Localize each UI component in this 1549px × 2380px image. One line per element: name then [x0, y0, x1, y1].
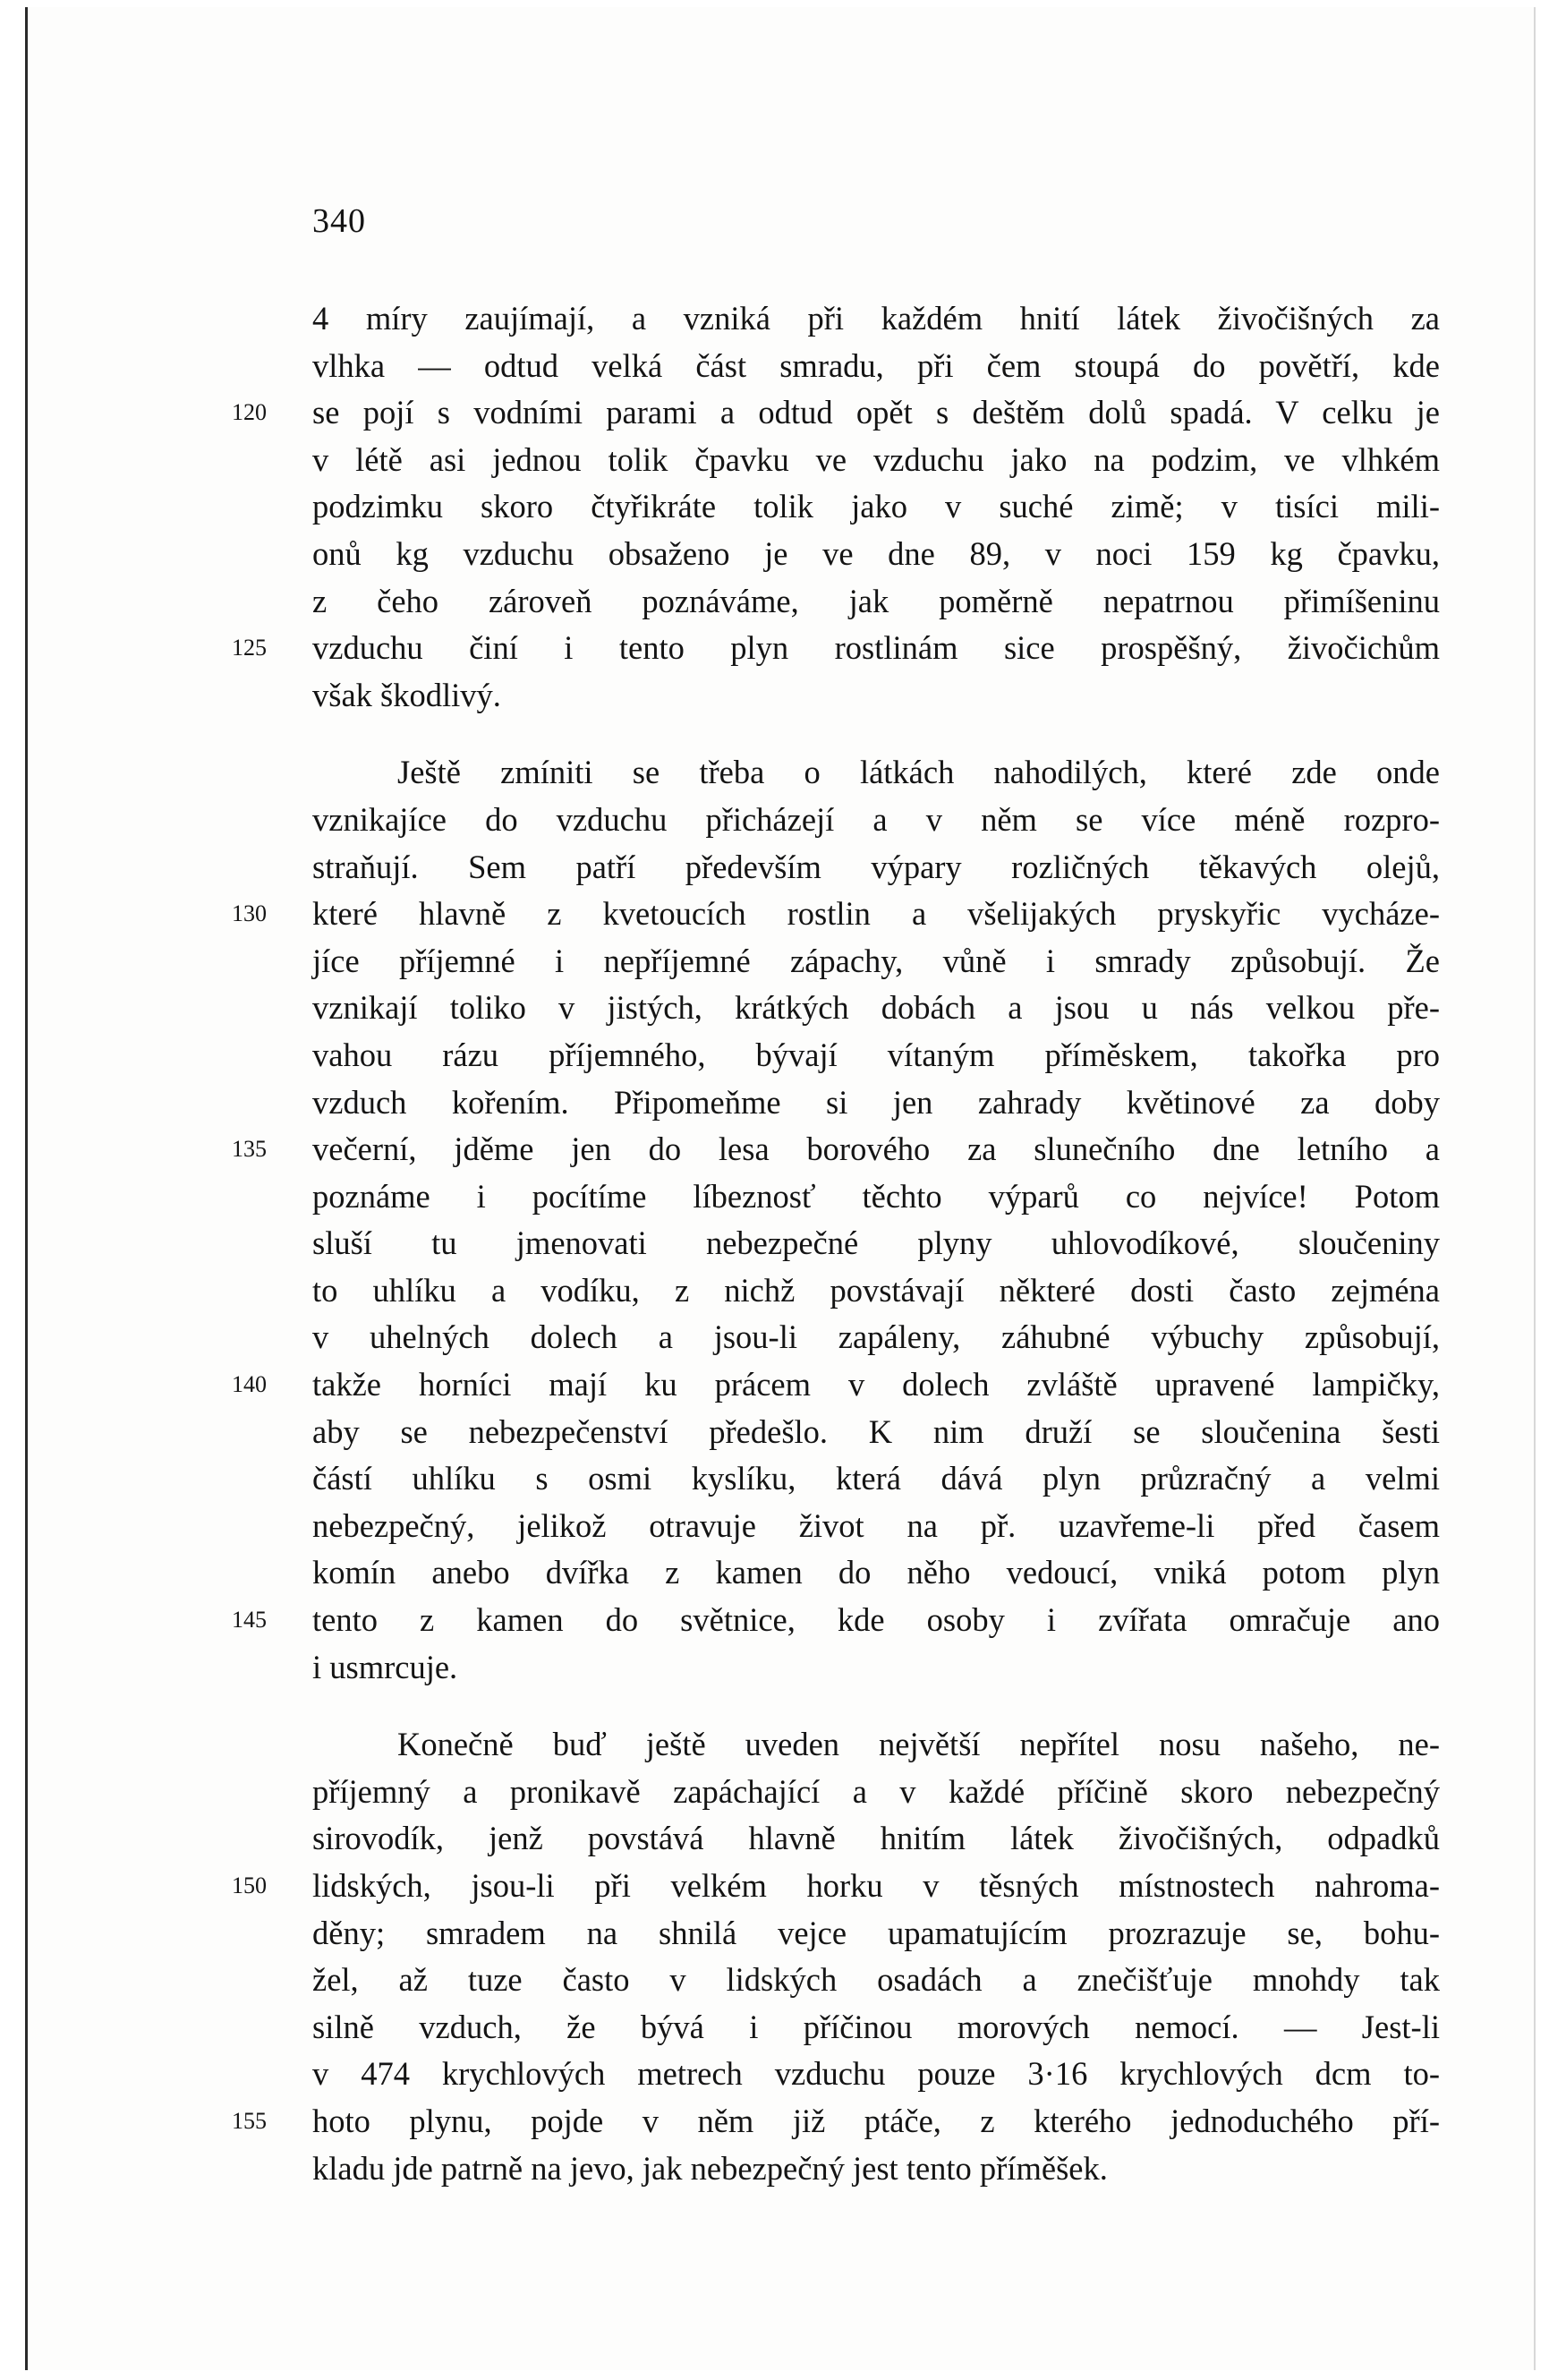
line-text: tento z kamen do světnice, kde osoby i zvířata omračuje ano [312, 1601, 1440, 1639]
text-line [312, 578, 1440, 626]
text-line [312, 1769, 1440, 1816]
line-text: se pojí s vodními parami a odtud opět s deštěm dolů spadá. V celku je [312, 394, 1440, 431]
line-text: vznikajíce do vzduchu přicházejí a v něm se více méně rozpro- [312, 800, 1440, 838]
text-line [312, 844, 1440, 891]
text-line [312, 797, 1440, 844]
text-line [232, 625, 1440, 672]
line-text: silně vzduch, že bývá i příčinou morových nemocí. — Jest-li [312, 2008, 1440, 2045]
line-number-marker: 155 [232, 2107, 267, 2134]
text-line [312, 1957, 1440, 2004]
line-text: komín anebo dvířka z kamen do něho vedoucí, vniká potom plyn [312, 1554, 1440, 1591]
paragraph-gap [312, 1691, 1440, 1721]
text-line [312, 531, 1440, 578]
text-line [232, 1361, 1440, 1409]
line-text: sirovodík, jenž povstává hlavně hnitím látek živočišných, odpadků [312, 1820, 1440, 1857]
body-text [232, 295, 1440, 2192]
line-number-marker: 145 [232, 1607, 267, 1634]
text-line [312, 985, 1440, 1032]
text-line [232, 389, 1440, 437]
text-line [232, 1863, 1440, 1910]
line-text: sluší tu jmenovati nebezpečné plyny uhlovodíkové, sloučeniny [312, 1224, 1440, 1262]
line-text: z čeho zároveň poznáváme, jak poměrně nepatrnou přimíšeninu [312, 582, 1440, 619]
text-line [312, 749, 1440, 797]
text-line [232, 891, 1440, 938]
line-text: Konečně buď ještě uveden největší nepřítel nosu našeho, ne- [397, 1726, 1440, 1763]
text-line [312, 1314, 1440, 1361]
line-text: podzimku skoro čtyřikráte tolik jako v suché zimě; v tisíci mili- [312, 488, 1440, 525]
text-line [232, 1597, 1440, 1644]
line-text: aby se nebezpečenství předešlo. K nim druží se sloučenina šesti [312, 1412, 1440, 1450]
line-text: 4 míry zaujímají, a vzniká při každém hnití látek živočišných za [312, 300, 1440, 337]
line-text: v létě asi jednou tolik čpavku ve vzduchu jako na podzim, ve vlhkém [312, 440, 1440, 478]
text-line [312, 1503, 1440, 1550]
text-line [312, 343, 1440, 390]
line-number-marker: 125 [232, 635, 267, 661]
line-number-marker: 135 [232, 1136, 267, 1163]
line-text: jíce příjemné i nepříjemné zápachy, vůně i smrady způsobují. Že [312, 942, 1440, 979]
text-line [312, 672, 1440, 720]
text-line [312, 1409, 1440, 1456]
text-line [312, 938, 1440, 985]
book-page [25, 7, 1536, 2370]
line-text: Ještě zmíniti se třeba o látkách nahodilých, které zde onde [397, 754, 1440, 791]
text-line [312, 1549, 1440, 1597]
line-text: takže horníci mají ku prácem v dolech zvláště upravené lampičky, [312, 1366, 1440, 1403]
line-text: to uhlíku a vodíku, z nichž povstávají některé dosti často zejména [312, 1271, 1440, 1309]
line-text: straňují. Sem patří především výpary rozličných těkavých olejů, [312, 848, 1440, 885]
text-line [312, 1721, 1440, 1769]
text-line [312, 2051, 1440, 2098]
line-number-marker: 150 [232, 1872, 267, 1898]
text-line [312, 2145, 1440, 2193]
line-text: vahou rázu příjemného, bývají vítaným příměskem, takořka pro [312, 1036, 1440, 1073]
line-text: vzduch kořením. Připomeňme si jen zahrady květinové za doby [312, 1083, 1440, 1121]
text-line [312, 483, 1440, 531]
line-text: částí uhlíku s osmi kyslíku, která dává plyn průzračný a velmi [312, 1460, 1440, 1497]
text-line [232, 1126, 1440, 1173]
text-line [312, 1173, 1440, 1221]
line-number-marker: 140 [232, 1371, 267, 1398]
text-line [232, 2098, 1440, 2145]
line-text: poznáme i pocítíme líbeznosť těchto výparů co nejvíce! Potom [312, 1177, 1440, 1215]
paragraph-gap [312, 719, 1440, 749]
line-text: vlhka — odtud velká část smradu, při čem stoupá do povětří, kde [312, 346, 1440, 384]
line-text: v uhelných dolech a jsou-li zapáleny, záhubné výbuchy způsobují, [312, 1318, 1440, 1356]
line-text: které hlavně z kvetoucích rostlin a všelijakých pryskyřic vycháze- [312, 895, 1440, 933]
paragraph [232, 749, 1440, 1691]
page-number: 340 [312, 202, 366, 240]
paragraph [232, 1721, 1440, 2192]
line-text: kladu jde patrně na jevo, jak nebezpečný jest tento příměšek. [312, 2149, 1108, 2187]
line-text: však škodlivý. [312, 676, 501, 713]
text-line [312, 1079, 1440, 1127]
line-text: hoto plynu, pojde v něm již ptáče, z kterého jednoduchého pří- [312, 2102, 1440, 2139]
text-line [312, 437, 1440, 484]
text-line [312, 1455, 1440, 1503]
text-line [312, 1220, 1440, 1267]
line-text: onů kg vzduchu obsaženo je ve dne 89, v noci 159 kg čpavku, [312, 534, 1440, 572]
text-line [312, 1267, 1440, 1315]
paragraph [232, 295, 1440, 719]
text-line [312, 1644, 1440, 1692]
line-text: i usmrcuje. [312, 1648, 458, 1685]
line-text: žel, až tuze často v lidských osadách a znečišťuje mnohdy tak [312, 1961, 1440, 1999]
line-text: nebezpečný, jelikož otravuje život na př. uzavřeme-li před časem [312, 1506, 1440, 1544]
line-text: lidských, jsou-li při velkém horku v těsných místnostech nahroma- [312, 1867, 1440, 1904]
text-line [312, 295, 1440, 343]
line-text: večerní, jděme jen do lesa borového za slunečního dne letního a [312, 1130, 1440, 1168]
text-line [312, 1910, 1440, 1958]
line-text: vznikají toliko v jistých, krátkých dobách a jsou u nás velkou pře- [312, 989, 1440, 1027]
line-number-marker: 130 [232, 900, 267, 927]
line-text: děny; smradem na shnilá vejce upamatujícím prozrazuje se, bohu- [312, 1914, 1440, 1951]
text-line [312, 1032, 1440, 1079]
text-line [312, 1815, 1440, 1863]
line-text: v 474 krychlových metrech vzduchu pouze 3·16 krychlových dcm to- [312, 2055, 1440, 2093]
line-number-marker: 120 [232, 399, 267, 426]
line-text: příjemný a pronikavě zapáchající a v každé příčině skoro nebezpečný [312, 1772, 1440, 1810]
line-text: vzduchu činí i tento plyn rostlinám sice prospěšný, živočichům [312, 629, 1440, 667]
text-line [312, 2004, 1440, 2052]
